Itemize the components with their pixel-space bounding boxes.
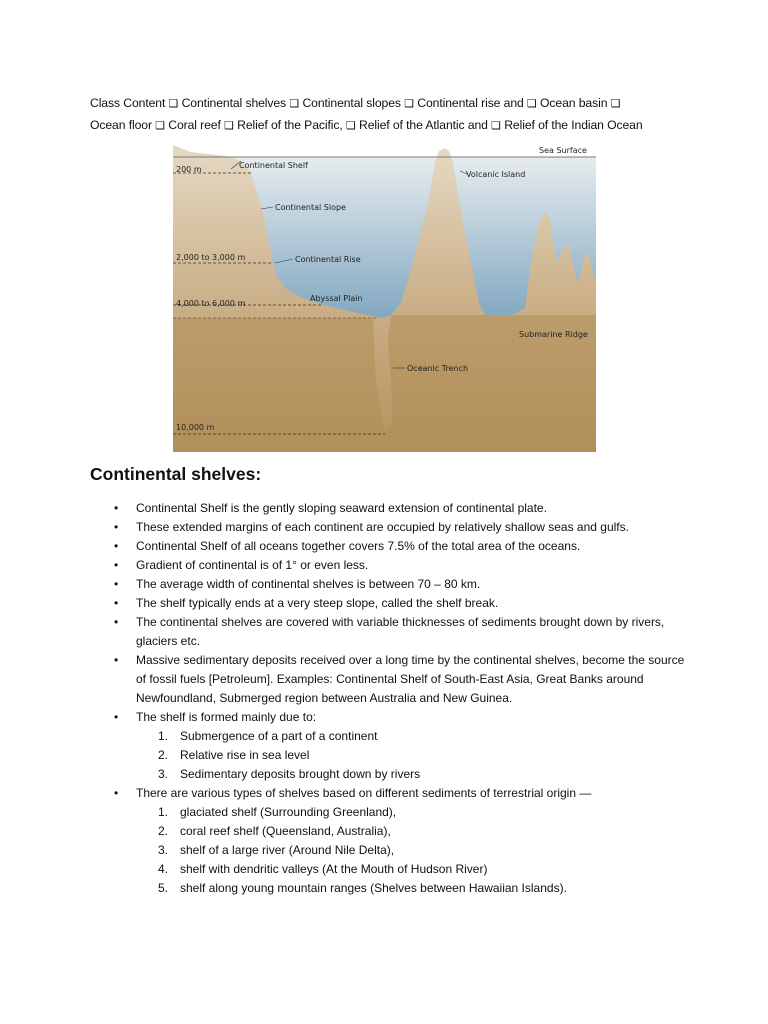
bullet-text: These extended margins of each continent are occupied by relatively shallow seas and gulfs. [136, 520, 629, 534]
numbered-item [136, 765, 690, 784]
label-depth-4000: 4,000 to 6,000 m [176, 299, 246, 308]
item-text: Sedimentary deposits brought down by rivers [180, 767, 421, 781]
class-content-lead: Class Content [90, 96, 166, 110]
item-text: Submergence of a part of a continent [180, 729, 378, 743]
label-volcanic-island: Volcanic Island [466, 170, 526, 179]
bullet-text: Continental Shelf is the gently sloping seaward extension of continental plate. [136, 501, 547, 515]
item-text: shelf along young mountain ranges (Shelves between Hawaiian Islands). [180, 881, 567, 895]
bullet-item [90, 537, 690, 556]
numbered-item [136, 860, 690, 879]
item-number: 1. [158, 805, 169, 819]
class-content-intro [90, 93, 730, 137]
checkbox-glyph-icon: ❏ [526, 98, 537, 110]
label-depth-200: 200 m [176, 165, 202, 174]
item-number: 1. [158, 729, 169, 743]
label-sea-surface: Sea Surface [539, 146, 587, 155]
bullet-item [90, 708, 690, 784]
item-text: glaciated shelf (Surrounding Greenland), [180, 805, 397, 819]
topic-item: Ocean floor [90, 118, 152, 132]
numbered-item [136, 746, 690, 765]
bullet-text: The shelf typically ends at a very steep slope, called the shelf break. [136, 596, 499, 610]
bullet-item [90, 651, 690, 708]
bullet-item [90, 518, 690, 537]
bullet-item [90, 613, 690, 651]
bullet-item [90, 594, 690, 613]
bullet-item [90, 499, 690, 518]
item-text: coral reef shelf (Queensland, Australia), [180, 824, 391, 838]
item-number: 2. [158, 748, 169, 762]
numbered-sublist [136, 727, 690, 784]
checkbox-glyph-icon: ❏ [155, 120, 165, 132]
topic-item: Relief of the Atlantic and [359, 118, 488, 132]
numbered-item [136, 879, 690, 898]
numbered-sublist [136, 803, 690, 898]
topic-item: Continental slopes [302, 96, 401, 110]
topic-item: Continental shelves [181, 96, 287, 110]
topic-item: Continental rise and [417, 96, 524, 110]
label-continental-rise: Continental Rise [295, 255, 361, 264]
bullet-item [90, 556, 690, 575]
section-heading: Continental shelves: [90, 464, 262, 484]
bullet-item [90, 784, 690, 898]
item-text: Relative rise in sea level [180, 748, 310, 762]
item-text: shelf with dendritic valleys (At the Mouth of Hudson River) [180, 862, 488, 876]
label-depth-10000: 10,000 m [176, 423, 215, 432]
topic-item: Coral reef [168, 118, 221, 132]
topic-item: Relief of the Pacific, [237, 118, 343, 132]
ocean-relief-svg [173, 143, 596, 452]
item-number: 3. [158, 767, 169, 781]
checkbox-glyph-icon: ❏ [345, 120, 356, 132]
ocean-floor-relief-diagram [173, 143, 596, 452]
label-continental-shelf: Continental Shelf [239, 161, 308, 170]
bullet-list [90, 499, 690, 898]
numbered-item [136, 727, 690, 746]
item-number: 5. [158, 881, 169, 895]
checkbox-glyph-icon: ❏ [404, 98, 414, 110]
checkbox-glyph-icon: ❏ [491, 120, 501, 132]
label-depth-2000: 2,000 to 3,000 m [176, 253, 246, 262]
numbered-item [136, 822, 690, 841]
label-abyssal-plain: Abyssal Plain [310, 294, 363, 303]
item-number: 2. [158, 824, 169, 838]
checkbox-glyph-icon: ❏ [610, 98, 621, 110]
numbered-item [136, 803, 690, 822]
checkbox-glyph-icon: ❏ [289, 98, 300, 110]
bullet-text: The shelf is formed mainly due to: [136, 710, 317, 724]
checkbox-glyph-icon: ❏ [168, 98, 179, 110]
item-text: shelf of a large river (Around Nile Delta), [180, 843, 395, 857]
label-continental-slope: Continental Slope [275, 203, 346, 212]
label-submarine-ridge: Submarine Ridge [519, 330, 588, 339]
bullet-text: Gradient of continental is of 1° or even less. [136, 558, 369, 572]
bullet-item [90, 575, 690, 594]
checkbox-glyph-icon: ❏ [224, 120, 234, 132]
label-oceanic-trench: Oceanic Trench [407, 364, 469, 373]
numbered-item [136, 841, 690, 860]
bullet-text: The average width of continental shelves is between 70 – 80 km. [136, 577, 481, 591]
topic-item: Ocean basin [540, 96, 608, 110]
item-number: 3. [158, 843, 169, 857]
bullet-text: The continental shelves are covered with variable thicknesses of sediments brought down by rivers, glaciers etc. [136, 615, 665, 648]
bullet-text: Massive sedimentary deposits received over a long time by the continental shelves, become the source of fossil fuels [Petroleum]. Examples: Continental Shelf of South-East Asia, Great Banks around Newfoundland, Submerged region between Australia and New Guinea. [136, 653, 685, 705]
bullet-text: Continental Shelf of all oceans together covers 7.5% of the total area of the oceans. [136, 539, 581, 553]
topic-item: Relief of the Indian Ocean [504, 118, 643, 132]
bullet-text: There are various types of shelves based on different sediments of terrestrial origin — [136, 786, 592, 800]
item-number: 4. [158, 862, 169, 876]
